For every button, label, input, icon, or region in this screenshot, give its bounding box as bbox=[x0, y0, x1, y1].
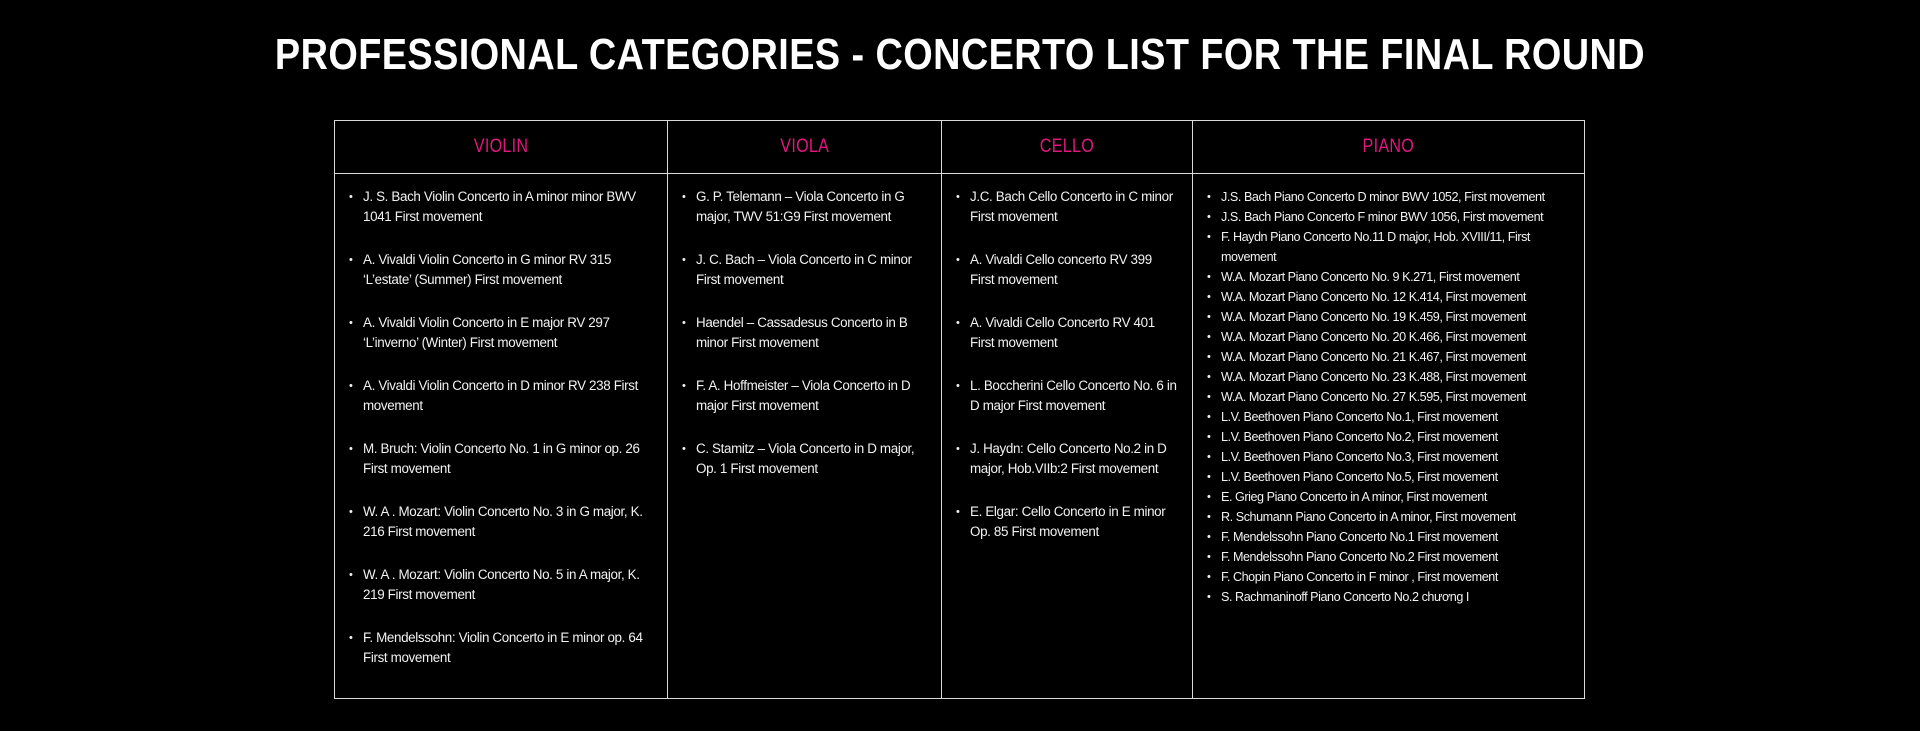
column-header-piano-label: PIANO bbox=[1362, 136, 1415, 157]
list-item: • L.V. Beethoven Piano Concerto No.1, First movement bbox=[1207, 407, 1570, 427]
list-item: • F. Chopin Piano Concerto in F minor , First movement bbox=[1207, 567, 1570, 587]
list-item: • W.A. Mozart Piano Concerto No. 27 K.595, First movement bbox=[1207, 387, 1570, 407]
list-item: • A. Vivaldi Violin Concerto in G minor RV 315 ‘L’estate’ (Summer) First movement bbox=[349, 250, 653, 290]
list-item: • J. S. Bach Violin Concerto in A minor minor BWV 1041 First movement bbox=[349, 187, 653, 227]
list-item: • F. A. Hoffmeister – Viola Concerto in D major First movement bbox=[682, 376, 927, 416]
list-item: • L.V. Beethoven Piano Concerto No.2, First movement bbox=[1207, 427, 1570, 447]
list-item: • J.S. Bach Piano Concerto F minor BWV 1056, First movement bbox=[1207, 207, 1570, 227]
column-header-viola-label: VIOLA bbox=[780, 136, 829, 157]
list-item: • A. Vivaldi Cello Concerto RV 401 First movement bbox=[956, 313, 1178, 353]
column-header-viola bbox=[668, 121, 941, 174]
column-header-cello bbox=[942, 121, 1192, 174]
list-item: • W.A. Mozart Piano Concerto No. 23 K.488, First movement bbox=[1207, 367, 1570, 387]
list-item: • J.C. Bach Cello Concerto in C minor First movement bbox=[956, 187, 1178, 227]
list-item: • A. Vivaldi Violin Concerto in E major RV 297 ‘L’inverno’ (Winter) First movement bbox=[349, 313, 653, 353]
list-item: • Haendel – Cassadesus Concerto in B minor First movement bbox=[682, 313, 927, 353]
column-header-cello-label: CELLO bbox=[1039, 136, 1095, 157]
list-item: • E. Elgar: Cello Concerto in E minor Op. 85 First movement bbox=[956, 502, 1178, 542]
list-item: • W.A. Mozart Piano Concerto No. 21 K.467, First movement bbox=[1207, 347, 1570, 367]
list-item: • F. Mendelssohn Piano Concerto No.1 First movement bbox=[1207, 527, 1570, 547]
column-piano bbox=[1193, 121, 1584, 698]
list-item: • J. Haydn: Cello Concerto No.2 in D major, Hob.VIIb:2 First movement bbox=[956, 439, 1178, 479]
page-title: PROFESSIONAL CATEGORIES - CONCERTO LIST FOR THE FINAL ROUND bbox=[274, 30, 1646, 79]
piano-group-beethoven bbox=[1207, 407, 1570, 487]
list-item: • J. C. Bach – Viola Concerto in C minor First movement bbox=[682, 250, 927, 290]
list-item: • J.S. Bach Piano Concerto D minor BWV 1052, First movement bbox=[1207, 187, 1570, 207]
column-header-violin bbox=[335, 121, 667, 174]
column-cello bbox=[942, 121, 1193, 698]
list-item: • F. Haydn Piano Concerto No.11 D major, Hob. XVIII/11, First movement bbox=[1207, 227, 1570, 267]
column-header-violin-label: VIOLIN bbox=[473, 136, 529, 157]
list-item: • G. P. Telemann – Viola Concerto in G major, TWV 51:G9 First movement bbox=[682, 187, 927, 227]
column-body-cello bbox=[942, 174, 1192, 542]
piano-group-haydn bbox=[1207, 227, 1570, 267]
list-item: • C. Stamitz – Viola Concerto in D major, Op. 1 First movement bbox=[682, 439, 927, 479]
column-header-piano bbox=[1193, 121, 1584, 174]
list-item: • W. A . Mozart: Violin Concerto No. 5 in A major, K. 219 First movement bbox=[349, 565, 653, 605]
list-item: • W.A. Mozart Piano Concerto No. 20 K.466, First movement bbox=[1207, 327, 1570, 347]
list-item: • E. Grieg Piano Concerto in A minor, First movement bbox=[1207, 487, 1570, 507]
list-item: • L.V. Beethoven Piano Concerto No.3, First movement bbox=[1207, 447, 1570, 467]
list-item: • F. Mendelssohn: Violin Concerto in E minor op. 64 First movement bbox=[349, 628, 653, 668]
piano-group-romantic bbox=[1207, 487, 1570, 607]
column-violin bbox=[335, 121, 668, 698]
column-body-violin bbox=[335, 174, 667, 668]
column-body-viola bbox=[668, 174, 941, 479]
list-item: • W.A. Mozart Piano Concerto No. 19 K.459, First movement bbox=[1207, 307, 1570, 327]
concerto-table bbox=[334, 120, 1585, 699]
piano-group-mozart bbox=[1207, 267, 1570, 407]
piano-group-bach bbox=[1207, 187, 1570, 227]
list-item: • S. Rachmaninoff Piano Concerto No.2 chương I bbox=[1207, 587, 1570, 607]
list-item: • L. Boccherini Cello Concerto No. 6 in D major First movement bbox=[956, 376, 1178, 416]
viola-list bbox=[682, 187, 927, 479]
list-item: • R. Schumann Piano Concerto in A minor, First movement bbox=[1207, 507, 1570, 527]
list-item: • L.V. Beethoven Piano Concerto No.5, First movement bbox=[1207, 467, 1570, 487]
list-item: • M. Bruch: Violin Concerto No. 1 in G minor op. 26 First movement bbox=[349, 439, 653, 479]
list-item: • W.A. Mozart Piano Concerto No. 9 K.271, First movement bbox=[1207, 267, 1570, 287]
list-item: • W.A. Mozart Piano Concerto No. 12 K.414, First movement bbox=[1207, 287, 1570, 307]
cello-list bbox=[956, 187, 1178, 542]
column-body-piano bbox=[1193, 174, 1584, 607]
column-viola bbox=[668, 121, 942, 698]
list-item: • A. Vivaldi Cello concerto RV 399 First movement bbox=[956, 250, 1178, 290]
list-item: • A. Vivaldi Violin Concerto in D minor RV 238 First movement bbox=[349, 376, 653, 416]
list-item: • F. Mendelssohn Piano Concerto No.2 First movement bbox=[1207, 547, 1570, 567]
violin-list bbox=[349, 187, 653, 668]
list-item: • W. A . Mozart: Violin Concerto No. 3 in G major, K. 216 First movement bbox=[349, 502, 653, 542]
